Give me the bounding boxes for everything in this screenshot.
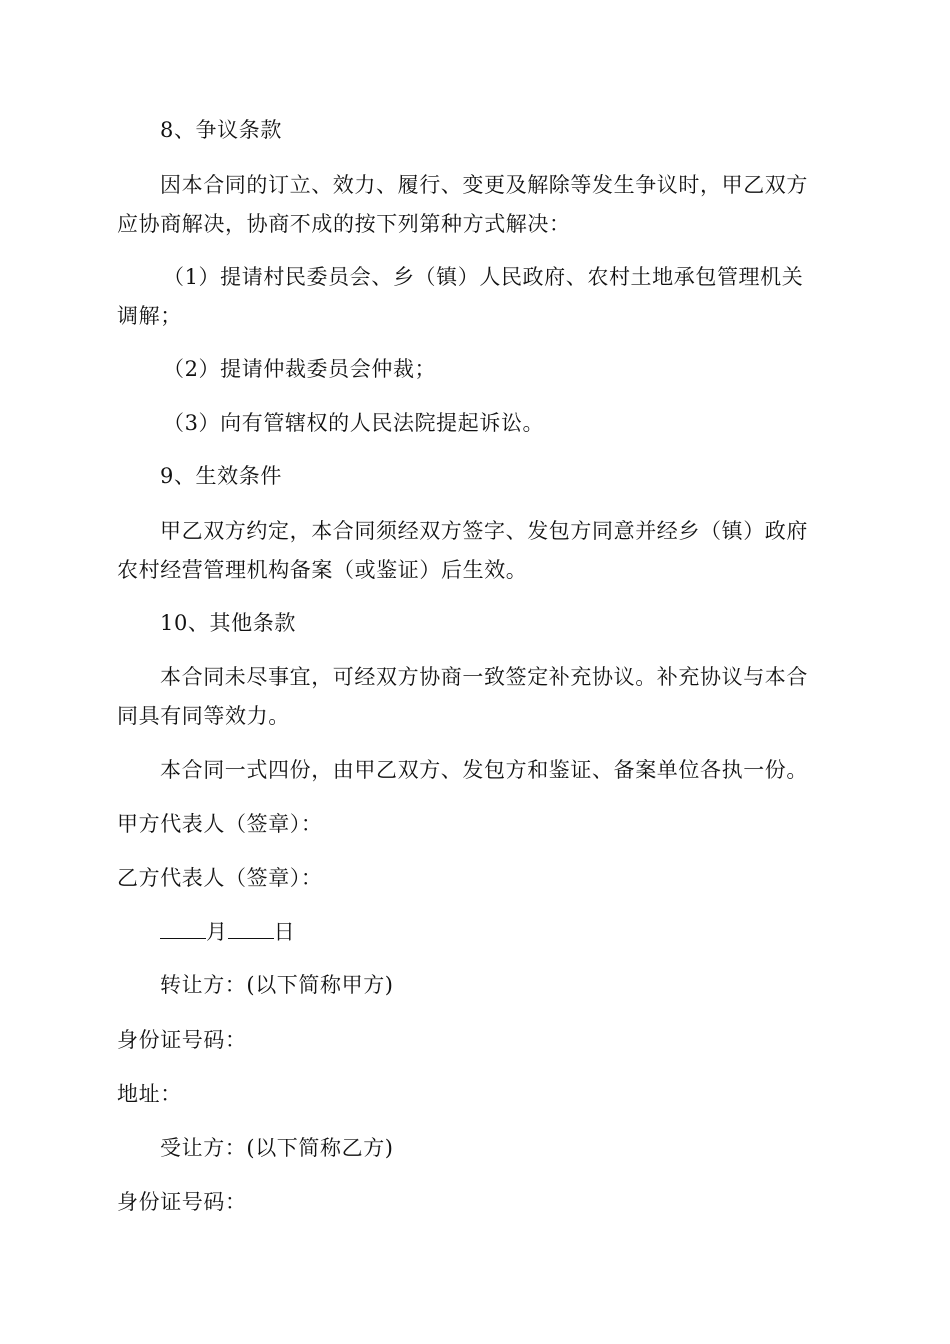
- section-8-option-1-line-1: （1）提请村民委员会、乡（镇）人民政府、农村土地承包管理机关: [163, 265, 804, 289]
- section-9-text-line-1: 甲乙双方约定，本合同须经双方签字、发包方同意并经乡（镇）政府: [160, 519, 808, 543]
- party-a-signature-label: 甲方代表人（签章）：: [117, 812, 323, 836]
- day-blank: [228, 918, 274, 939]
- section-10-heading: 10、其他条款: [160, 611, 296, 635]
- section-8-intro-line-1: 因本合同的订立、效力、履行、变更及解除等发生争议时，甲乙双方: [160, 173, 808, 197]
- month-blank: [160, 918, 206, 939]
- section-8-option-1-line-2: 调解；: [117, 304, 182, 328]
- section-9-heading: 9、生效条件: [160, 464, 282, 488]
- transferee-label: 受让方：(以下简称乙方): [160, 1136, 394, 1160]
- section-8-option-2: （2）提请仲裁委员会仲裁；: [163, 357, 437, 381]
- day-label: 日: [273, 920, 296, 944]
- section-10-text-line-2: 同具有同等效力。: [117, 704, 290, 728]
- section-8-intro-line-2: 应协商解决，协商不成的按下列第种方式解决：: [117, 212, 571, 236]
- transferor-id-label: 身份证号码：: [117, 1028, 247, 1052]
- address-label: 地址：: [117, 1082, 182, 1106]
- transferor-label: 转让方：(以下简称甲方): [160, 973, 394, 997]
- month-label: 月: [206, 920, 228, 944]
- section-10-copies: 本合同一式四份，由甲乙双方、发包方和鉴证、备案单位各执一份。: [160, 758, 808, 782]
- section-10-text-line-1: 本合同未尽事宜，可经双方协商一致签定补充协议。补充协议与本合: [160, 665, 808, 689]
- party-b-signature-label: 乙方代表人（签章）：: [117, 866, 323, 890]
- transferee-id-label: 身份证号码：: [117, 1190, 247, 1214]
- signature-date-line: [160, 918, 295, 946]
- section-9-text-line-2: 农村经营管理机构备案（或鉴证）后生效。: [117, 558, 528, 582]
- section-8-option-3: （3）向有管辖权的人民法院提起诉讼。: [163, 411, 545, 435]
- section-8-heading: 8、争议条款: [160, 118, 282, 142]
